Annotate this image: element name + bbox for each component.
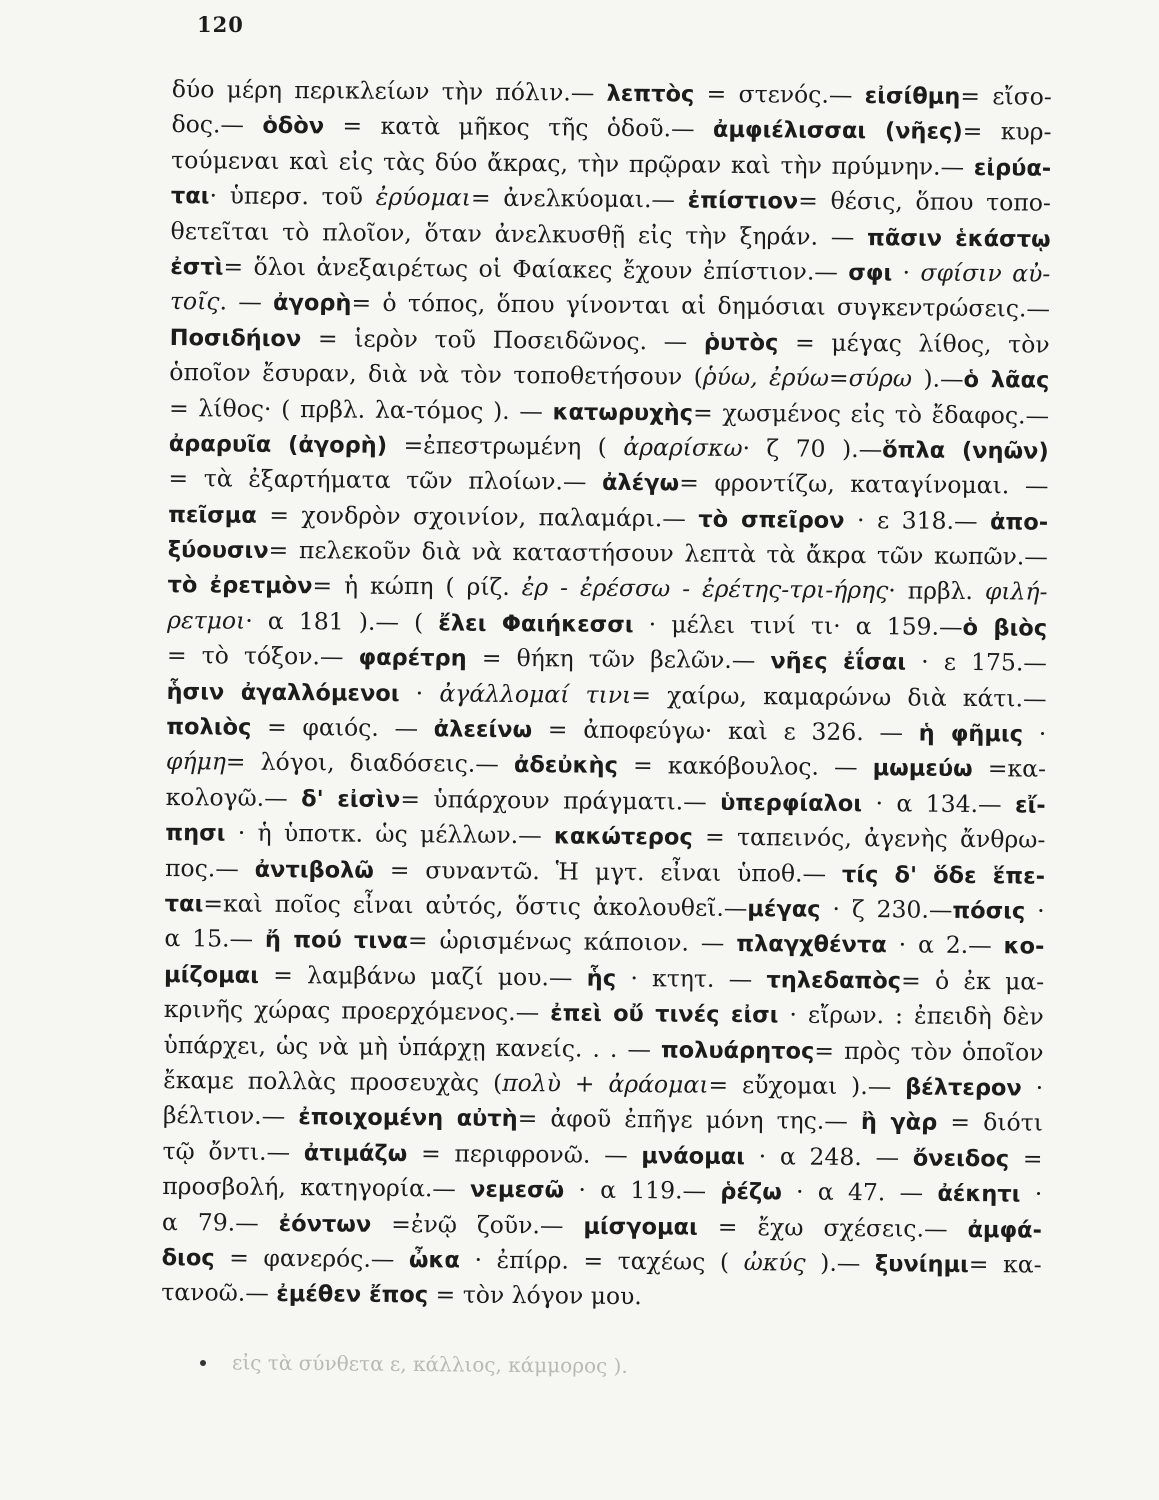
italic-term: ῥύω, ἐρύω=σύρω bbox=[702, 362, 913, 393]
headword: ξυνίημι bbox=[874, 1251, 969, 1278]
italic-term: πολὺ + ἀράομαι bbox=[502, 1068, 709, 1099]
headword: νῆες ἐΐσαι bbox=[770, 648, 907, 676]
definition-text: ὑπάρχει, ὡς νὰ μὴ ὑπάρχῃ κανείς. . . — bbox=[163, 1030, 662, 1063]
headword: μίζομαι bbox=[164, 961, 260, 989]
definition-text: . — bbox=[219, 287, 274, 317]
definition-text: = εὔχομαι ).— bbox=[708, 1070, 906, 1101]
headword: ἐμέθεν ἔπος bbox=[276, 1281, 429, 1309]
headword: ται bbox=[170, 183, 210, 210]
italic-term: ἐρύομαι bbox=[375, 182, 472, 212]
definition-text: α 15.— bbox=[164, 924, 266, 954]
headword: διος bbox=[161, 1244, 215, 1272]
headword: εἰρύα- bbox=[973, 154, 1052, 182]
headword: μωμεύω bbox=[872, 755, 973, 783]
headword: ὑπερφίαλοι bbox=[720, 789, 863, 817]
definition-text: = μέγας λίθος, τὸν bbox=[778, 328, 1050, 359]
definition-text: = ἀνελκύομαι.— bbox=[470, 183, 688, 214]
definition-text: · bbox=[1020, 1179, 1043, 1208]
definition-text: θετεῖται τὸ πλοῖον, ὅταν ἀνελκυσθῇ εἰς τὴν ξηράν. — bbox=[170, 216, 868, 251]
definition-text: α 79.— bbox=[161, 1207, 279, 1237]
definition-text: · ὑπερσ. τοῦ bbox=[209, 181, 376, 211]
headword: δ' εἰσὶν bbox=[301, 785, 401, 813]
headword: πολυάρητος bbox=[660, 1036, 815, 1065]
definition-text: · ἐπίρρ. = ταχέως ( bbox=[459, 1245, 744, 1276]
definition-text: = φροντίζω, καταγίνομαι. — bbox=[679, 468, 1049, 500]
headword: μίσγομαι bbox=[583, 1213, 698, 1241]
definition-text: · ε 318.— bbox=[844, 505, 991, 535]
definition-text: ).— bbox=[911, 364, 964, 394]
definition-text: = τὸ τόξον.— bbox=[166, 641, 359, 671]
headword: ὁδὸν bbox=[262, 113, 325, 140]
headword: ὦκα bbox=[408, 1247, 461, 1274]
bleed-through-text: εἰς τὰ σύνθετα ε, κάλλιος, κάμμορος ). bbox=[231, 1350, 628, 1378]
definition-text: = θέσις, ὅπου τοπο- bbox=[798, 186, 1052, 217]
definition-text: = ὡρισμένως κάποιον. — bbox=[407, 926, 737, 958]
headword: νεμεσῶ bbox=[470, 1176, 565, 1204]
headword: μέγας bbox=[747, 896, 821, 923]
definition-text: · α 119.— bbox=[564, 1175, 721, 1205]
definition-text: · ζ 230.— bbox=[820, 894, 953, 924]
definition-text: = πελεκοῦν διὰ νὰ καταστήσουν λεπτὰ τὰ ἄκρα τῶν κωπῶν.— bbox=[268, 535, 1048, 571]
definition-text: προσβολή, κατηγορία.— bbox=[162, 1172, 471, 1203]
headword: ἀντιβολῶ bbox=[254, 856, 375, 884]
definition-text: =καὶ ποῖος εἶναι αὐτός, ὅστις ἀκολουθεῖ.— bbox=[203, 889, 748, 923]
definition-text: = διότι bbox=[937, 1108, 1043, 1137]
definition-text: =ἐνῷ ζοῦν.— bbox=[371, 1209, 584, 1240]
definition-text: κρινῆς χώρας προερχόμενος.— bbox=[163, 995, 551, 1027]
headword: ἀδεὐκὴς bbox=[513, 752, 619, 780]
definition-text: = ἀποφεύγω· καὶ ε 326. — bbox=[532, 715, 919, 747]
headword: ἔλει Φαιήκεσσι bbox=[438, 610, 634, 638]
definition-text: · α 248. — bbox=[744, 1141, 913, 1172]
definition-text: = ταπεινός, ἀγενὴς ἄνθρω- bbox=[692, 822, 1046, 854]
definition-text: · πρβλ. bbox=[888, 576, 986, 606]
definition-text: = φανερός.— bbox=[214, 1243, 410, 1274]
definition-text: · κτητ. — bbox=[615, 963, 767, 993]
italic-term: ἐρ - ἐρέσσω - ἐρέτης-τρι-ήρης bbox=[521, 573, 889, 605]
headword: κακώτερος bbox=[553, 823, 693, 851]
definition-text: = λαμβάνω μαζί μου.— bbox=[258, 960, 587, 992]
ink-dot bbox=[200, 1360, 206, 1366]
definition-text: = χαίρω, καμαρώνω διὰ κάτι.— bbox=[631, 680, 1047, 713]
definition-text: · bbox=[892, 258, 921, 287]
definition-text: = πρὸς τὸν ὁποῖον bbox=[814, 1036, 1044, 1067]
definition-text: = ἔχω σχέσεις.— bbox=[697, 1212, 968, 1243]
definition-text: = τὸν λόγον μου. bbox=[428, 1280, 642, 1311]
headword: ἐπίστιον bbox=[687, 187, 799, 215]
headword: ται bbox=[164, 890, 204, 918]
definition-text: = λίθος· ( πρβλ. λα-τόμος ). — bbox=[168, 393, 553, 425]
headword: ἀμφιέλισσαι (νῆες) bbox=[712, 117, 963, 146]
definition-text: · bbox=[399, 678, 440, 707]
text-line bbox=[161, 1275, 1041, 1318]
definition-text: δύο μέρη περικλείων τὴν πόλιν.— bbox=[171, 74, 607, 107]
headword: ῥέζω bbox=[720, 1178, 782, 1206]
definition-text: · ἡ ὑποτκ. ὡς μέλλων.— bbox=[225, 818, 555, 850]
headword: φαρέτρη bbox=[358, 644, 467, 672]
headword: ἀτιμάζω bbox=[303, 1139, 408, 1167]
headword: τὸ σπεῖρον bbox=[698, 506, 845, 534]
definition-text: · α 134.— bbox=[861, 788, 1016, 819]
headword: ἐπεὶ οὔ τινές εἰσι bbox=[550, 1000, 779, 1029]
headword: τίς δ' ὅδε ἕπε- bbox=[841, 861, 1046, 890]
definition-text: = ὑπάρχουν πράγματι.— bbox=[400, 784, 721, 816]
definition-text: =κα- bbox=[972, 754, 1047, 784]
headword: ἀπο- bbox=[989, 508, 1049, 536]
definition-text: = bbox=[1008, 1144, 1043, 1173]
definition-text: =ἐπεστρωμένη ( bbox=[386, 430, 624, 461]
definition-text: ὁποῖον ἔσυραν, διὰ νὰ τὸν τοποθετήσουν ( bbox=[169, 358, 703, 391]
definition-text: · ζ 70 ).— bbox=[742, 433, 883, 464]
headword: πᾶσιν ἑκάστῳ bbox=[866, 224, 1051, 253]
headword: ἤ πού τινα bbox=[264, 927, 409, 955]
headword: ἢ γὰρ bbox=[860, 1109, 938, 1137]
headword: ῥυτὸς bbox=[703, 329, 779, 357]
definition-text: · α 181 ).— ( bbox=[245, 606, 439, 637]
headword: κο- bbox=[1003, 933, 1045, 961]
definition-text: · bbox=[1025, 896, 1045, 925]
definition-text: = κυρ- bbox=[962, 117, 1052, 147]
headword: πλαγχθέντα bbox=[736, 931, 887, 959]
page-number: 120 bbox=[197, 12, 244, 37]
definition-text: = λόγοι, διαδόσεις.— bbox=[225, 747, 515, 779]
definition-text: = ἀφοῦ ἐπῆγε μόνη της.— bbox=[517, 1104, 862, 1136]
italic-term: φήμη bbox=[165, 747, 226, 776]
headword: σφι bbox=[848, 259, 893, 287]
headword: ἐποιχομένη αὐτὴ bbox=[298, 1104, 518, 1133]
headword: ἀραρυῖα (ἀγορὴ) bbox=[168, 430, 388, 459]
definition-text: = κατὰ μῆκος τῆς ὁδοῦ.— bbox=[323, 111, 714, 144]
definition-text: βέλτιον.— bbox=[162, 1101, 299, 1131]
headword: πολιὸς bbox=[166, 714, 252, 741]
definition-text: = συναντῶ. Ἡ μγτ. εἶναι ὑποθ.— bbox=[373, 855, 843, 888]
headword: ἀέκητι bbox=[937, 1180, 1021, 1208]
headword: βέλτερον bbox=[905, 1074, 1022, 1102]
headword: εἴ- bbox=[1014, 792, 1046, 819]
definition-text: δος.— bbox=[171, 110, 263, 140]
definition-text: = χονδρὸν σχοινίον, παλαμάρι.— bbox=[256, 500, 699, 533]
headword: ὅπλα (νηῶν) bbox=[882, 437, 1049, 465]
headword: ἧς bbox=[586, 965, 617, 992]
definition-text: = ὁ ἐκ μα- bbox=[900, 966, 1045, 996]
headword: ἐόντων bbox=[278, 1210, 372, 1238]
headword: πόσις bbox=[952, 897, 1026, 925]
definition-text: · α 2.— bbox=[886, 930, 1004, 960]
definition-text: τούμεναι καὶ εἰς τὰς δύο ἄκρας, τὴν πρῷραν καὶ τὴν πρύμνην.— bbox=[171, 145, 974, 181]
headword: πεῖσμα bbox=[168, 501, 257, 529]
definition-text: = στενός.— bbox=[694, 79, 865, 110]
headword: ἀλέγω bbox=[601, 470, 680, 497]
headword: πησι bbox=[165, 820, 226, 847]
definition-text: · bbox=[1022, 719, 1047, 748]
headword: λεπτὸς bbox=[606, 80, 695, 108]
definition-text: = περιφρονῶ. — bbox=[407, 1138, 642, 1169]
definition-text: · μέλει τινί τι· α 159.— bbox=[633, 609, 963, 641]
headword: τὸ ἐρετμὸν bbox=[167, 572, 313, 600]
italic-term: ἀραρίσκω bbox=[623, 432, 743, 462]
definition-text: = ὅλοι ἀνεξαιρέτως οἱ Φαίακες ἔχουν ἐπίστιον.— bbox=[223, 252, 849, 286]
definition-text: = ὁ τόπος, ὅπου γίνονται αἱ δημόσιαι συγκεντρώσεις.— bbox=[351, 288, 1051, 324]
headword: ὄνειδος bbox=[912, 1145, 1010, 1173]
headword: ἐστὶ bbox=[170, 253, 224, 281]
definition-text: = χωσμένος εἰς τὸ ἔδαφος.— bbox=[692, 398, 1050, 430]
headword: ὁ λᾶας bbox=[963, 367, 1050, 394]
definition-text: = φαιός. — bbox=[251, 712, 434, 743]
headword: ἡ φῆμις bbox=[918, 720, 1024, 748]
italic-term: φιλή- bbox=[984, 577, 1048, 607]
definition-text: πος.— bbox=[164, 853, 255, 883]
definition-text: τανοῶ.— bbox=[161, 1278, 277, 1308]
glossary-text bbox=[161, 72, 1052, 1318]
definition-text: ἔκαμε πολλὰς προσευχὰς ( bbox=[163, 1065, 503, 1097]
definition-text: · εἴρων. : ἐπειδὴ δὲν bbox=[778, 1000, 1044, 1031]
definition-text: = κακόβουλος. — bbox=[617, 751, 873, 782]
definition-text: · ε 175.— bbox=[905, 647, 1047, 677]
definition-text: = ἱερὸν τοῦ Ποσειδῶνος. — bbox=[301, 323, 705, 356]
definition-text: = κα- bbox=[968, 1249, 1042, 1279]
definition-text: κολογῶ.— bbox=[165, 782, 302, 812]
definition-text: = ἡ κώπη ( ρίζ. bbox=[312, 571, 522, 602]
headword: κατωρυχὴς bbox=[552, 398, 694, 427]
headword: ξύουσιν bbox=[167, 537, 269, 564]
italic-term: ρετμοι bbox=[167, 605, 246, 635]
italic-term: τοῖς bbox=[169, 287, 220, 316]
definition-text: ).— bbox=[805, 1248, 876, 1278]
headword: ὁ βιὸς bbox=[962, 614, 1048, 642]
headword: τηλεδαπὸς bbox=[766, 966, 902, 995]
definition-text: · α 47. — bbox=[781, 1177, 938, 1207]
headword: ἧσιν ἀγαλλόμενοι bbox=[166, 678, 400, 707]
headword: Ποσιδήιον bbox=[169, 324, 302, 352]
headword: ἀλεείνω bbox=[433, 716, 533, 744]
italic-term: σφίσιν αὐ- bbox=[920, 258, 1051, 288]
italic-term: ἀγάλλομαί τινι bbox=[439, 678, 632, 709]
definition-text: τῷ ὄντι.— bbox=[162, 1136, 304, 1166]
definition-text: = τὰ ἐξαρτήματα τῶν πλοίων.— bbox=[168, 464, 603, 497]
headword: ἀμφά- bbox=[967, 1216, 1043, 1244]
headword: ἀγορὴ bbox=[272, 290, 352, 317]
italic-term: ὠκύς bbox=[743, 1247, 806, 1277]
headword: μνάομαι bbox=[641, 1142, 746, 1170]
definition-text: = εἴσο- bbox=[960, 81, 1052, 111]
definition-text: · bbox=[1021, 1073, 1044, 1102]
headword: εἰσίθμη bbox=[864, 83, 961, 110]
definition-text: = θήκη τῶν βελῶν.— bbox=[466, 643, 771, 675]
